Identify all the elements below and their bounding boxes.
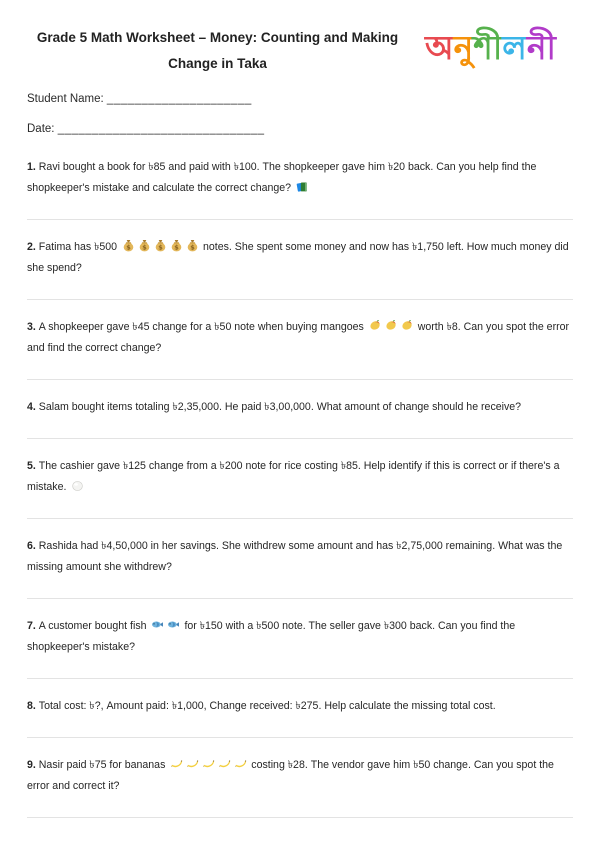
banana-icon (234, 757, 247, 770)
date-row (27, 119, 573, 140)
question-text: A customer bought fish (38, 620, 150, 632)
banana-icon (186, 757, 199, 770)
date-blank: ______________________________ (57, 123, 265, 135)
question-text: notes. She spent some money and now has ৳1,750 left. How much money did she spend? (27, 241, 569, 274)
question-number: 5. (27, 460, 39, 472)
question-number: 6. (27, 540, 39, 552)
logo-letter: ল (502, 28, 527, 67)
svg-text:$: $ (125, 243, 131, 252)
question (27, 220, 573, 300)
question (27, 380, 573, 439)
banana-icon (202, 757, 215, 770)
question-number: 4. (27, 401, 39, 413)
money-bag-icon (138, 239, 151, 252)
question-text: Ravi bought a book for ৳85 and paid with ৳100. The shopkeeper gave him ৳20 back. Can you help find the shopkeeper's mistake and calculate the correct change? (27, 161, 537, 194)
question-number: 8. (27, 700, 39, 712)
question-text: Nasir paid ৳75 for bananas (38, 759, 169, 771)
logo-letter: শী (473, 28, 503, 67)
title-line-2: Change in Taka (168, 56, 267, 71)
question-text: Rashida had ৳4,50,000 in her savings. She withdrew some amount and has ৳2,75,000 remaining. What was the missing amount she withdrew? (27, 540, 563, 573)
question-number: 1. (27, 161, 39, 173)
mango-icon (384, 319, 397, 332)
svg-text:$: $ (157, 243, 163, 252)
money-bag-icon (170, 239, 183, 252)
question-text: A shopkeeper gave ৳45 change for a ৳50 note when buying mangoes (38, 321, 367, 333)
onushilony-logo (408, 20, 573, 76)
question-number: 3. (27, 321, 39, 333)
money-bag-icon (186, 239, 199, 252)
question (27, 519, 573, 599)
student-name-blank: _____________________ (106, 93, 252, 105)
question-text: costing ৳28. The vendor gave him ৳50 change. Can you spot the error and correct it? (27, 759, 554, 792)
banana-icon (170, 757, 183, 770)
student-name-label: Student Name: (27, 93, 104, 105)
logo-letter: নু (453, 28, 474, 67)
banana-icon (218, 757, 231, 770)
question (27, 679, 573, 738)
question-number: 9. (27, 759, 39, 771)
mango-icon (400, 319, 413, 332)
question-number: 7. (27, 620, 39, 632)
rice-icon (71, 479, 84, 492)
question-number: 2. (27, 241, 39, 253)
question-text: worth ৳8. Can you spot the error and find the correct change? (27, 321, 570, 354)
money-bag-icon (154, 239, 167, 252)
student-fields (27, 89, 573, 140)
question (27, 599, 573, 679)
question-text: The cashier gave ৳125 change from a ৳200 note for rice costing ৳85. Help identify if this is correct or if there's a mistake. (27, 460, 560, 493)
date-label: Date: (27, 123, 55, 135)
question (27, 738, 573, 818)
fish-icon (151, 618, 164, 631)
header (27, 20, 573, 77)
question (27, 140, 573, 220)
title-line-1: Grade 5 Math Worksheet – Money: Counting and Making (36, 30, 399, 45)
worksheet-title (27, 25, 408, 77)
question (27, 300, 573, 380)
books-icon (296, 180, 309, 193)
question-text: Total cost: ৳?, Amount paid: ৳1,000, Change received: ৳275. Help calculate the missing total cost. (38, 700, 496, 712)
question-text: Salam bought items totaling ৳2,35,000. He paid ৳3,00,000. What amount of change should he receive? (38, 401, 522, 413)
logo-letter: নী (526, 28, 556, 67)
svg-text:$: $ (141, 243, 147, 252)
question (27, 439, 573, 519)
question-text: Fatima has ৳500 (38, 241, 121, 253)
fish-icon (167, 618, 180, 631)
logo-letter: অ (425, 28, 454, 67)
questions-list (27, 140, 573, 818)
title-block (27, 20, 408, 77)
svg-text:$: $ (189, 243, 195, 252)
student-name-row (27, 89, 573, 110)
svg-text:$: $ (173, 243, 179, 252)
money-bag-icon (122, 239, 135, 252)
mango-icon (368, 319, 381, 332)
question-text: for ৳150 with a ৳500 note. The seller gave ৳300 back. Can you find the shopkeeper's mistake? (27, 620, 516, 653)
